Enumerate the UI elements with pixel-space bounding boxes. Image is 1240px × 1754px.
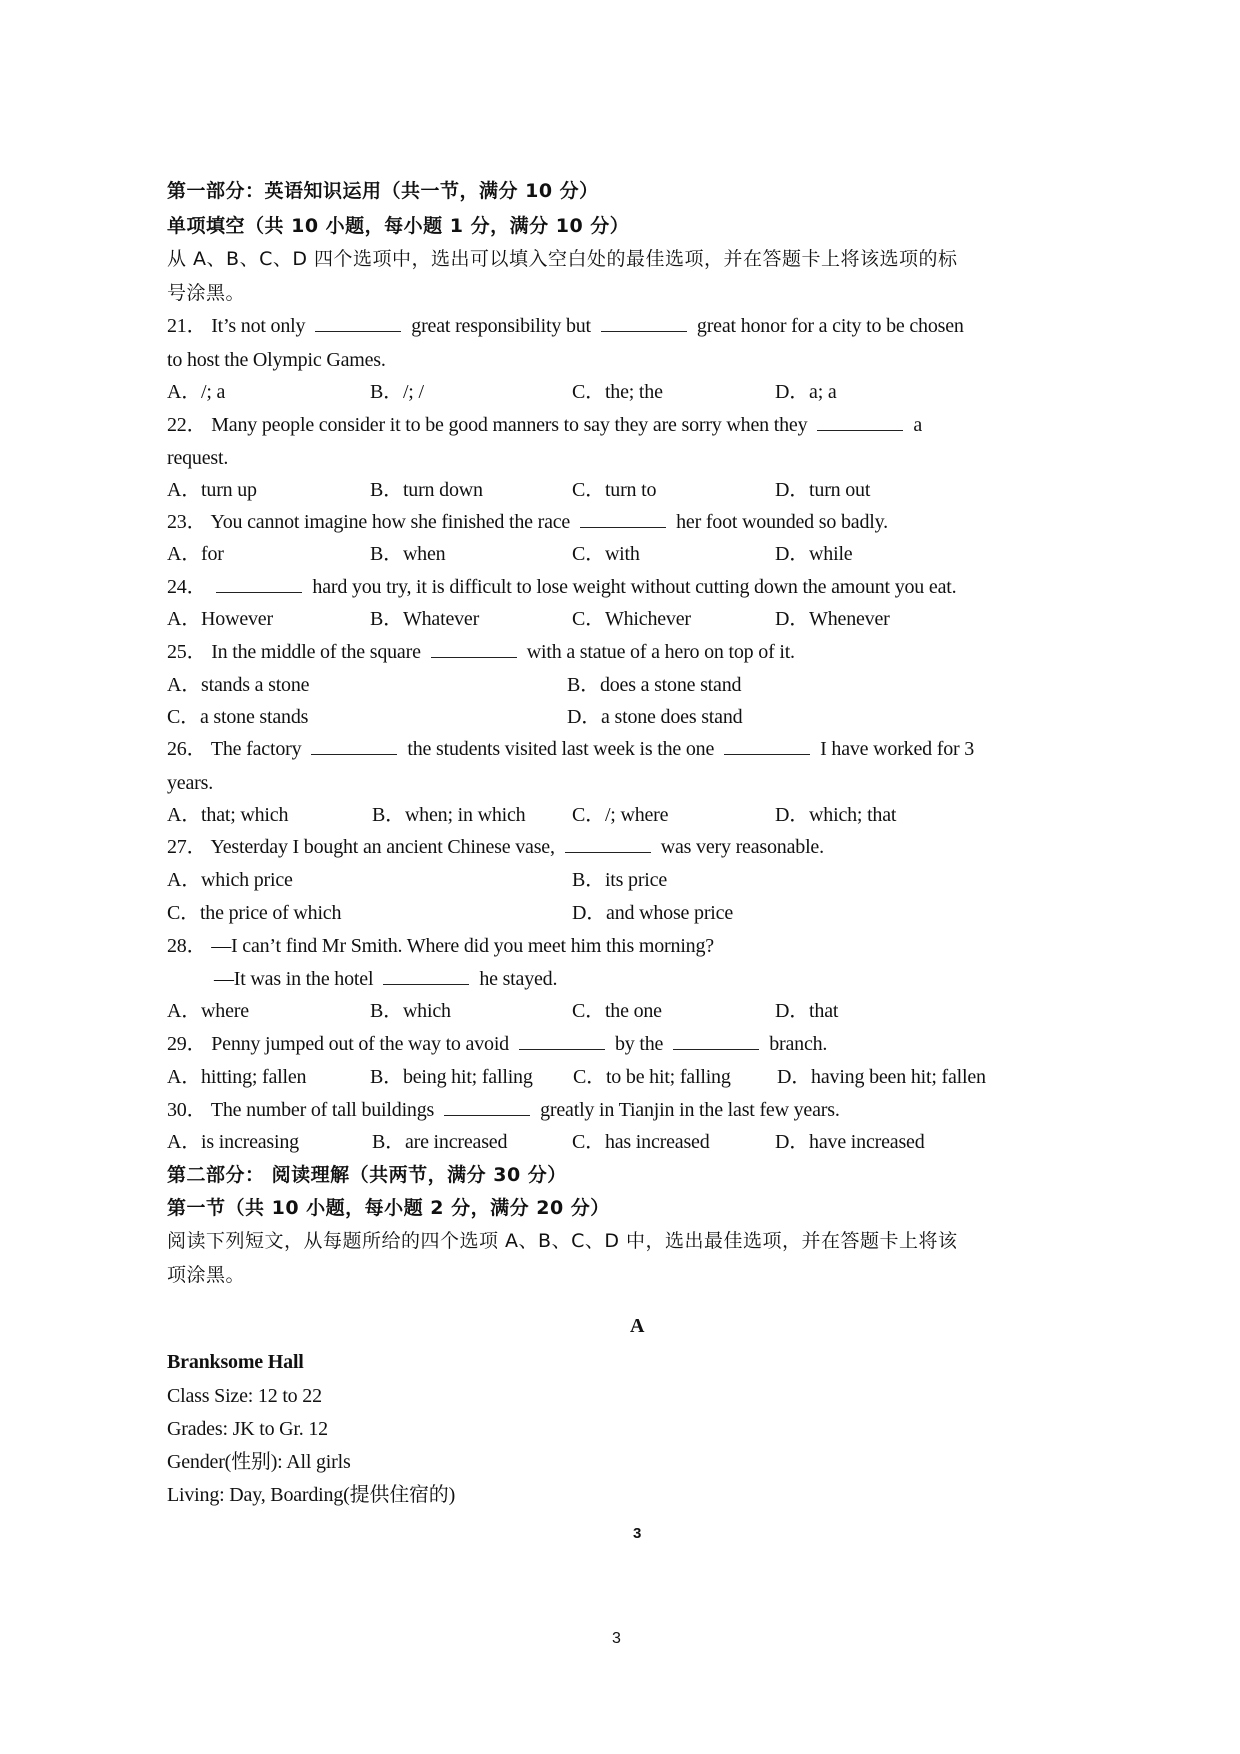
option-c: C．the; the (572, 381, 663, 403)
option-a: A．turn up (167, 479, 257, 501)
question-text: branch. (769, 1033, 828, 1055)
part1-instruction-line1: 从 A、B、C、D 四个选项中，选出可以填入空白处的最佳选项，并在答题卡上将该选项的标 (167, 248, 958, 270)
option-c: C．to be hit; falling (573, 1066, 731, 1088)
option-d: D．turn out (775, 479, 871, 501)
option-c: C．Whichever (572, 608, 691, 630)
answer-blank (444, 1097, 530, 1116)
question-30 (167, 1095, 840, 1125)
question-text: he stayed. (479, 968, 558, 990)
answer-blank (519, 1031, 605, 1050)
option-b: B．being hit; falling (370, 1066, 533, 1088)
answer-blank (724, 736, 810, 755)
question-text: It’s not only (211, 315, 306, 337)
option-d: D．have increased (775, 1131, 925, 1153)
option-d: D．a stone does stand (567, 706, 743, 728)
question-text: by the (614, 1033, 664, 1055)
option-c: C．turn to (572, 479, 657, 501)
option-b: B．/; / (370, 381, 424, 403)
question-text: hard you try, it is difficult to lose weight without cutting down the amount you eat. (312, 576, 957, 598)
answer-blank (383, 966, 469, 985)
answer-blank (216, 574, 302, 593)
question-number: 26． (167, 738, 207, 760)
option-b: B．does a stone stand (567, 674, 742, 696)
option-a: A．hitting; fallen (167, 1066, 307, 1088)
option-b: B．when; in which (372, 804, 526, 826)
question-text: Yesterday I bought an ancient Chinese vase, (210, 836, 555, 858)
question-text: The factory (210, 738, 302, 760)
answer-blank (431, 639, 517, 658)
question-23 (167, 507, 888, 537)
question-text: —I can’t find Mr Smith. Where did you meet him this morning? (211, 935, 714, 957)
question-26 (167, 734, 974, 764)
question-27 (167, 832, 824, 862)
question-text: a (913, 414, 923, 436)
question-text: her foot wounded so badly. (676, 511, 888, 533)
question-21-continued: to host the Olympic Games. (167, 349, 386, 371)
option-b: B．Whatever (370, 608, 480, 630)
question-text: You cannot imagine how she finished the race (210, 511, 571, 533)
part1-subtitle: 单项填空（共 10 小题，每小题 1 分，满分 10 分） (167, 215, 630, 237)
question-number: 29． (167, 1033, 207, 1055)
option-a: A．/; a (167, 381, 226, 403)
question-number: 25． (167, 641, 207, 663)
question-24 (167, 572, 956, 602)
question-number: 22． (167, 414, 207, 436)
question-text: The number of tall buildings (210, 1099, 435, 1121)
option-c: C．/; where (572, 804, 669, 826)
option-b: B．its price (572, 869, 668, 891)
question-28-reply (214, 964, 557, 994)
question-number: 28． (167, 935, 207, 957)
option-a: A．that; which (167, 804, 289, 826)
question-number: 27． (167, 836, 207, 858)
option-d: D．having been hit; fallen (777, 1066, 986, 1088)
option-c: C．a stone stands (167, 706, 309, 728)
question-text: the students visited last week is the one (407, 738, 715, 760)
option-c: C．has increased (572, 1131, 710, 1153)
part2-title: 第二部分： 阅读理解（共两节，满分 30 分） (167, 1164, 567, 1186)
question-22-continued: request. (167, 447, 229, 469)
option-d: D．that (775, 1000, 839, 1022)
answer-blank (673, 1031, 759, 1050)
option-d: D．and whose price (572, 902, 733, 924)
question-text: great honor for a city to be chosen (696, 315, 964, 337)
gender: Gender(性别): All girls (167, 1451, 351, 1473)
option-a: A．stands a stone (167, 674, 310, 696)
part2-instruction-line2: 项涂黑。 (167, 1264, 246, 1286)
answer-blank (311, 736, 397, 755)
option-a: A．for (167, 543, 224, 565)
part2-instruction-line1: 阅读下列短文，从每题所给的四个选项 A、B、C、D 中，选出最佳选项，并在答题卡上将该 (167, 1230, 958, 1252)
question-28 (167, 931, 714, 961)
option-c: C．with (572, 543, 640, 565)
question-25 (167, 637, 795, 667)
question-26-continued: years. (167, 772, 213, 794)
part1-title: 第一部分：英语知识运用（共一节，满分 10 分） (167, 180, 599, 202)
option-b: B．which (370, 1000, 451, 1022)
answer-blank (565, 834, 651, 853)
question-text: I have worked for 3 (820, 738, 975, 760)
answer-blank (601, 313, 687, 332)
option-d: D．a; a (775, 381, 837, 403)
option-a: A．However (167, 608, 273, 630)
question-text: was very reasonable. (660, 836, 824, 858)
option-d: D．while (775, 543, 853, 565)
question-number: 21． (167, 315, 207, 337)
page-number-footer: 3 (612, 1630, 621, 1647)
option-c: C．the one (572, 1000, 662, 1022)
answer-blank (817, 412, 903, 431)
question-text: Many people consider it to be good manners to say they are sorry when they (211, 414, 808, 436)
question-text: —It was in the hotel (214, 968, 374, 990)
question-number: 24． (167, 576, 207, 598)
option-d: D．Whenever (775, 608, 890, 630)
question-21 (167, 311, 964, 341)
option-c: C．the price of which (167, 902, 342, 924)
question-text: Penny jumped out of the way to avoid (211, 1033, 509, 1055)
answer-blank (580, 509, 666, 528)
question-22 (167, 410, 922, 440)
school-name: Branksome Hall (167, 1351, 304, 1373)
option-b: B．when (370, 543, 446, 565)
page-number-inner: 3 (633, 1525, 642, 1542)
option-a: A．where (167, 1000, 249, 1022)
option-b: B．are increased (372, 1131, 508, 1153)
question-29 (167, 1029, 827, 1059)
living: Living: Day, Boarding(提供住宿的) (167, 1484, 456, 1506)
grades: Grades: JK to Gr. 12 (167, 1418, 328, 1440)
question-text: In the middle of the square (211, 641, 421, 663)
answer-blank (315, 313, 401, 332)
part2-subtitle: 第一节（共 10 小题，每小题 2 分，满分 20 分） (167, 1197, 610, 1219)
option-a: A．is increasing (167, 1131, 299, 1153)
question-number: 30． (167, 1099, 207, 1121)
question-text: greatly in Tianjin in the last few years. (540, 1099, 840, 1121)
option-d: D．which; that (775, 804, 897, 826)
option-a: A．which price (167, 869, 293, 891)
class-size: Class Size: 12 to 22 (167, 1385, 322, 1407)
passage-letter: A (630, 1315, 645, 1337)
question-text: great responsibility but (411, 315, 591, 337)
part1-instruction-line2: 号涂黑。 (167, 282, 246, 304)
option-b: B．turn down (370, 479, 483, 501)
question-text: with a statue of a hero on top of it. (526, 641, 795, 663)
question-number: 23． (167, 511, 207, 533)
